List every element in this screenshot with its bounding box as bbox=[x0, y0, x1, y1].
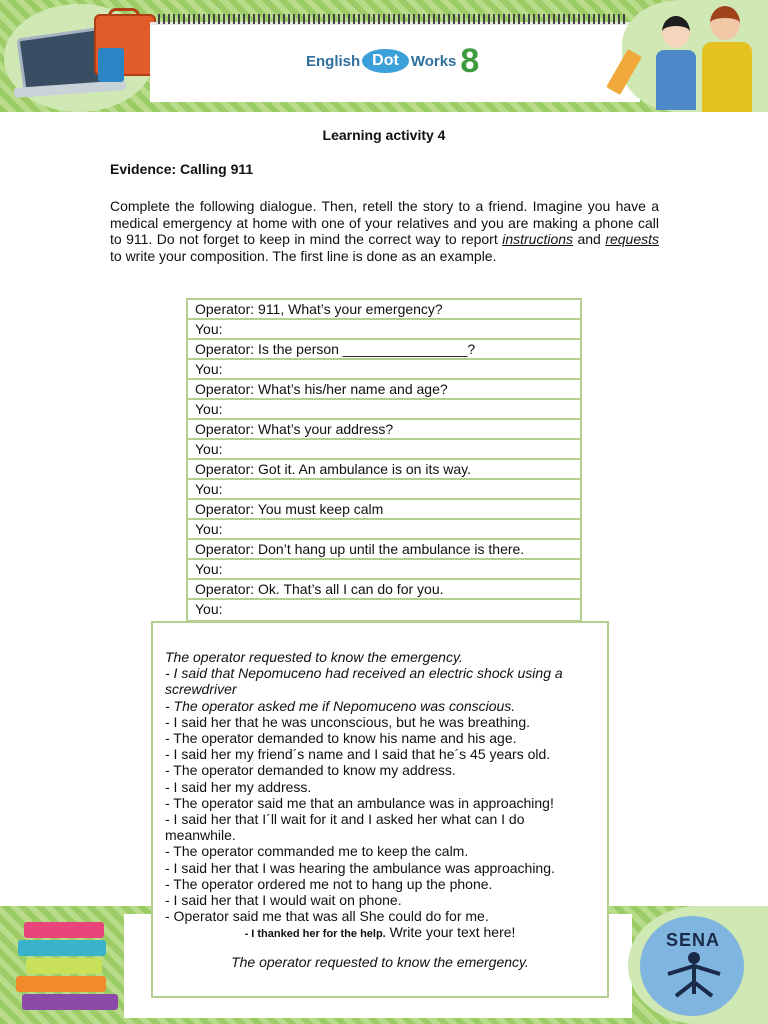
logo-english: English bbox=[306, 52, 361, 70]
english-dot-works-logo bbox=[306, 42, 480, 80]
dialogue-row[interactable]: You: bbox=[188, 440, 580, 460]
story-line: - The operator commanded me to keep the calm. bbox=[165, 843, 469, 860]
dialogue-row[interactable]: You: bbox=[188, 560, 580, 580]
dialogue-row: Operator: 911, What’s your emergency? bbox=[188, 300, 580, 320]
instructions-word: instructions bbox=[502, 231, 574, 247]
instructions-text-2: to write your composition. The first line is done as an example. bbox=[110, 247, 497, 264]
instructions-and: and bbox=[573, 231, 606, 247]
notebook-spiral bbox=[158, 14, 628, 24]
dialogue-table bbox=[186, 298, 582, 622]
student-girl-illustration bbox=[654, 10, 698, 110]
story-line: - I said that Nepomuceno had received an electric shock using a screwdriver bbox=[165, 665, 563, 698]
story-line: - I said her that I was hearing the ambulance was approaching. bbox=[165, 859, 555, 876]
dialogue-row: Operator: Ok. That’s all I can do for you. bbox=[188, 580, 580, 600]
dialogue-row: Operator: You must keep calm bbox=[188, 500, 580, 520]
dialogue-row[interactable]: You: bbox=[188, 480, 580, 500]
story-line: - I said her my friend´s name and I said that he´s 45 years old. bbox=[165, 746, 551, 763]
story-line: - The operator ordered me not to hang up the phone. bbox=[165, 875, 493, 892]
story-line: - The operator asked me if Nepomuceno was conscious. bbox=[165, 697, 516, 714]
pencil-cup-icon bbox=[98, 48, 124, 82]
story-line: - I said her that he was unconscious, but he was breathing. bbox=[165, 713, 530, 730]
dialogue-row[interactable]: You: bbox=[195, 601, 223, 617]
activity-title: Learning activity 4 bbox=[322, 127, 446, 143]
write-text-placeholder[interactable]: Write your text here! bbox=[385, 924, 516, 941]
header-banner bbox=[0, 0, 768, 112]
dialogue-row: Operator: Got it. An ambulance is on its way. bbox=[188, 460, 580, 480]
requests-word: requests bbox=[605, 231, 660, 247]
story-line: - I said her that I´ll wait for it and I asked her what can I do meanwhile. bbox=[165, 811, 525, 844]
logo-dot: Dot bbox=[362, 49, 409, 73]
dialogue-row[interactable]: You: bbox=[188, 400, 580, 420]
dialogue-row: Operator: Is the person ________________? bbox=[188, 340, 580, 360]
evidence-title: Evidence: Calling 911 bbox=[110, 161, 254, 177]
story-line: - I said her that I would wait on phone. bbox=[165, 892, 402, 909]
sena-logo-text: SENA bbox=[666, 930, 721, 950]
story-line: - The operator demanded to know my address. bbox=[165, 762, 456, 779]
student-boy-illustration bbox=[698, 2, 754, 112]
dialogue-row[interactable]: You: bbox=[188, 320, 580, 340]
story-line: - The operator said me that an ambulance was in approaching! bbox=[165, 794, 554, 811]
logo-grade: 8 bbox=[460, 42, 480, 80]
dialogue-row: Operator: Don’t hang up until the ambulance is there. bbox=[188, 540, 580, 560]
instructions-paragraph bbox=[110, 198, 659, 264]
story-thanks: - I thanked her for the help. bbox=[244, 928, 386, 941]
dialogue-row: Operator: What’s his/her name and age? bbox=[188, 380, 580, 400]
dialogue-row[interactable]: You: bbox=[188, 360, 580, 380]
story-line: - I said her my address. bbox=[165, 778, 312, 795]
sena-logo-icon bbox=[662, 950, 726, 1000]
story-text-box[interactable] bbox=[151, 621, 609, 998]
story-opening: The operator requested to know the emergency. bbox=[165, 649, 463, 665]
books-stack-icon bbox=[10, 916, 120, 1020]
story-line: - The operator demanded to know his name and his age. bbox=[165, 730, 517, 747]
instructions-text-1: Complete the following dialogue. Then, retell the story to a friend. Imagine you have a medical emergency at home with one of your relatives and you are making a phone call to 911. Do not forget to keep in mind the correct way to report bbox=[110, 198, 659, 247]
story-closing: The operator requested to know the emergency. bbox=[231, 953, 529, 970]
story-thanks-line bbox=[165, 924, 595, 942]
story-line: - Operator said me that was all She could do for me. bbox=[165, 908, 489, 925]
dialogue-row: Operator: What’s your address? bbox=[188, 420, 580, 440]
logo-works: Works bbox=[410, 52, 457, 70]
dialogue-row[interactable]: You: bbox=[188, 520, 580, 540]
